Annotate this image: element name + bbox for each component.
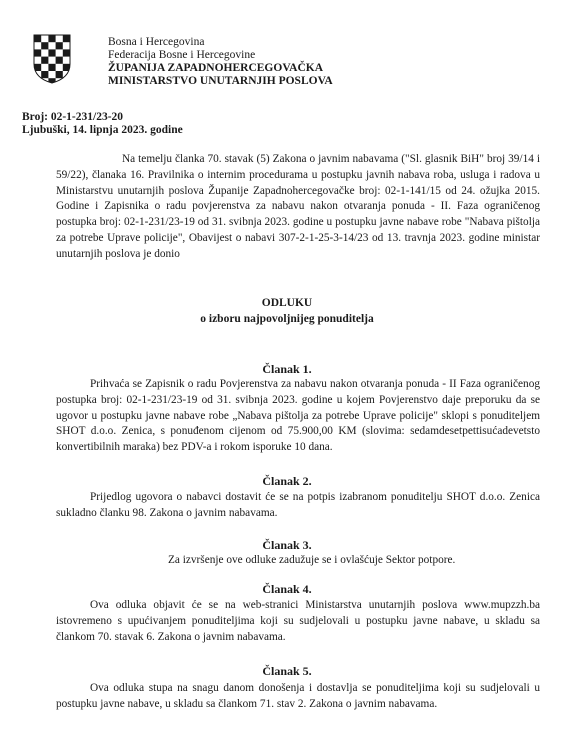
article-2-text: Prijedlog ugovora o nabavci dostavit će se na potpis izabranom ponuditelju SHOT d.o.o. Zenica sukladno članku 98. Zakona o javnim nabavama.: [56, 491, 540, 519]
article-1-text: Prihvaća se Zapisnik o radu Povjerenstva za nabavu nakon otvaranja ponuda - II Faza ograničenog postupka broj: 02-1-231/23-19 od 31. svibnja 2023. godine u kojem Povjerenstvo daje preporuku da se ugovor u postupku javne nabave robe „Nabava pištolja za potrebe Uprave policije" sklopi s ponuditeljem SHOT d.o.o. Zenica, s ponuđenom cijenom od 75.900,00 KM (slovima: sedamdesetpettisućadevetsto konvertibilnih maraka) bez PDV-a i rokom isporuke 10 dana.: [56, 378, 540, 454]
reference-block: [22, 111, 183, 137]
letterhead: [108, 36, 333, 88]
header-county: ŽUPANIJA ZAPADNOHERCEGOVAČKA: [108, 62, 324, 74]
reference-number: Broj: 02-1-231/23-20: [22, 111, 124, 123]
article-5-heading: Članak 5.: [262, 664, 312, 678]
article-3-text: Za izvršenje ove odluke zadužuje se i ovlašćuje Sektor potpore.: [168, 554, 456, 566]
checkered-shield-icon: [33, 34, 71, 84]
article-1-heading: Članak 1.: [262, 362, 312, 376]
article-4-heading: Članak 4.: [262, 582, 312, 596]
article-3-heading: Članak 3.: [262, 538, 312, 552]
intro-paragraph: Na temelju članka 70. stavak (5) Zakona o javnim nabavama ("Sl. glasnik BiH" broj 39/14 i 59/22), članaka 16. Pravilnika o internim procedurama u postupku javnih nabava roba, usluga i radova u Ministarstvu unutarnjih poslova Županije Zapadnohercegovačke broj: 02-1-141/15 od 24. ožujka 2015. Godine i Zapisnika o radu povjerenstva za nabavu nakon otvaranja ponuda - II. Faza ograničenog postupka broj: 02-1-231/23-19 od 31. svibnja 2023. godine u postupku javne nabave robe "Nabava pištolja za potrebe Uprave policije", Obavijest o nabavi 307-2-1-25-3-14/23 od 13. travnja 2023. godine ministar unutarnjih poslova je donio: [56, 153, 540, 260]
article-4-text: Ova odluka objavit će se na web-stranici Ministarstva unutarnjih poslova www.mupzzh.ba istovremeno s upućivanjem ponuditeljima koji su sudjelovali u postupku javne nabave, u skladu sa člankom 70. stavak 6. Zakona o javnim nabavama.: [56, 599, 540, 643]
header-ministry: MINISTARSTVO UNUTARNJIH POSLOVA: [108, 75, 333, 87]
article-2-heading: Članak 2.: [262, 474, 312, 488]
decision-subtitle: o izboru najpovoljnijeg ponuditelja: [200, 313, 374, 325]
header-federation: Federacija Bosne i Hercegovine: [108, 49, 256, 61]
decision-title: ODLUKU: [261, 297, 313, 309]
article-5-text: Ova odluka stupa na snagu danom donošenja i dostavlja se ponuditeljima koji su sudjelovali u postupku javne nabave, u skladu sa člankom 71. stav 2. Zakona o javnim nabavama.: [56, 682, 540, 710]
reference-place-date: Ljubuški, 14. lipnja 2023. godine: [22, 124, 183, 136]
header-country: Bosna i Hercegovina: [108, 36, 205, 48]
